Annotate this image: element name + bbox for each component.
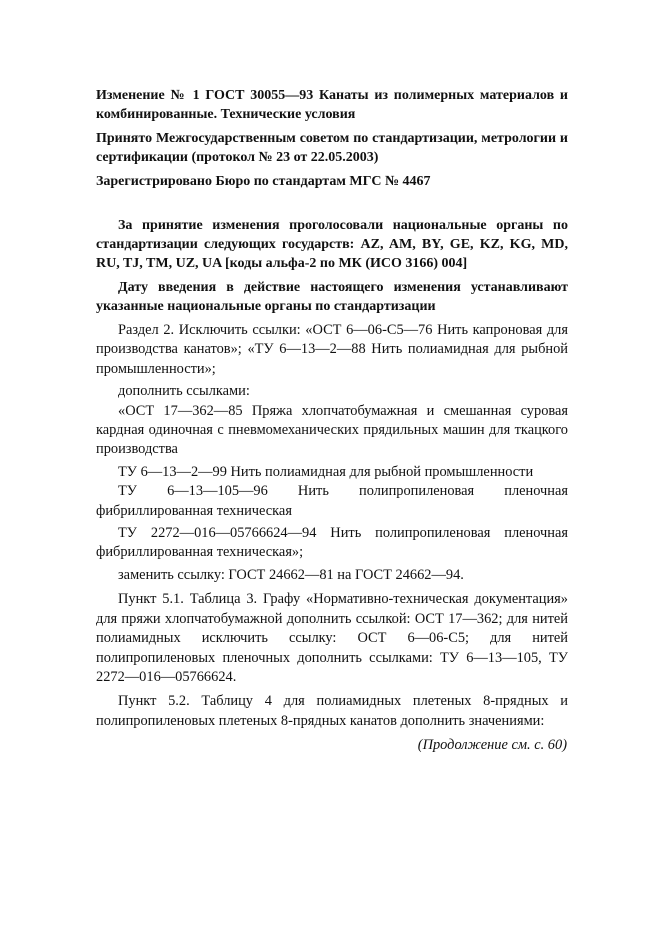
reference-tu-2: ТУ 6—13—105—96 Нить полипропиленовая пленочная фибриллированная техническая (96, 483, 568, 519)
adopted-statement: Принято Межгосударственным советом по стандартизации, метрологии и сертификации (протокол № 23 от 22.05.2003) (96, 131, 568, 165)
section2-exclude-paragraph: Раздел 2. Исключить ссылки: «ОСТ 6—06-С5—76 Нить капроновая для производства канатов»; «ТУ 6—13—2—88 Нить полиамидная для рыбной промышленности»; (96, 322, 568, 377)
registration-statement: Зарегистрировано Бюро по стандартам МГС № 4467 (96, 174, 431, 189)
spacer (96, 196, 568, 216)
replace-reference: заменить ссылку: ГОСТ 24662—81 на ГОСТ 24662—94. (118, 566, 464, 583)
continuation-note: (Продолжение см. с. 60) (417, 737, 567, 753)
reference-tu-1: ТУ 6—13—2—99 Нить полиамидная для рыбной промышленности (118, 463, 534, 480)
item-5-2-paragraph: Пункт 5.2. Таблицу 4 для полиамидных плетеных 8-прядных и полипропиленовых плетеных 8-прядных канатов дополнить значениями: (96, 693, 568, 729)
reference-tu-3: ТУ 2272—016—05766624—94 Нить полипропиленовая пленочная фибриллированная техническая»; (96, 525, 568, 561)
voting-statement: За принятие изменения проголосовали национальные органы по стандартизации следующих государств: AZ, AM, BY, GE, KZ, KG, MD, RU, TJ, TM, UZ, UA [коды альфа-2 по МК (ИСО 3166) 004] (96, 218, 568, 271)
supplement-intro: дополнить ссылками: (118, 383, 250, 400)
effective-date-statement: Дату введения в действие настоящего изменения устанавливают указанные национальные органы по стандартизации (96, 280, 568, 314)
amendment-title: Изменение № 1 ГОСТ 30055—93 Канаты из полимерных материалов и комбинированные. Технические условия (96, 88, 568, 122)
item-5-1-paragraph: Пункт 5.1. Таблица 3. Графу «Нормативно-техническая документация» для пряжи хлопчатобумажной дополнить ссылкой: ОСТ 17—362; для нитей полиамидных исключить ссылку: ОСТ 6—06-С5; для нитей полипропиленовых пленочных дополнить ссылками: ТУ 6—13—105, ТУ 2272—016—05766624. (96, 591, 568, 685)
reference-ost: «ОСТ 17—362—85 Пряжа хлопчатобумажная и смешанная суровая кардная одиночная с пневмомеханических прядильных машин для ткацкого производства (96, 402, 568, 458)
document-page (96, 86, 568, 734)
